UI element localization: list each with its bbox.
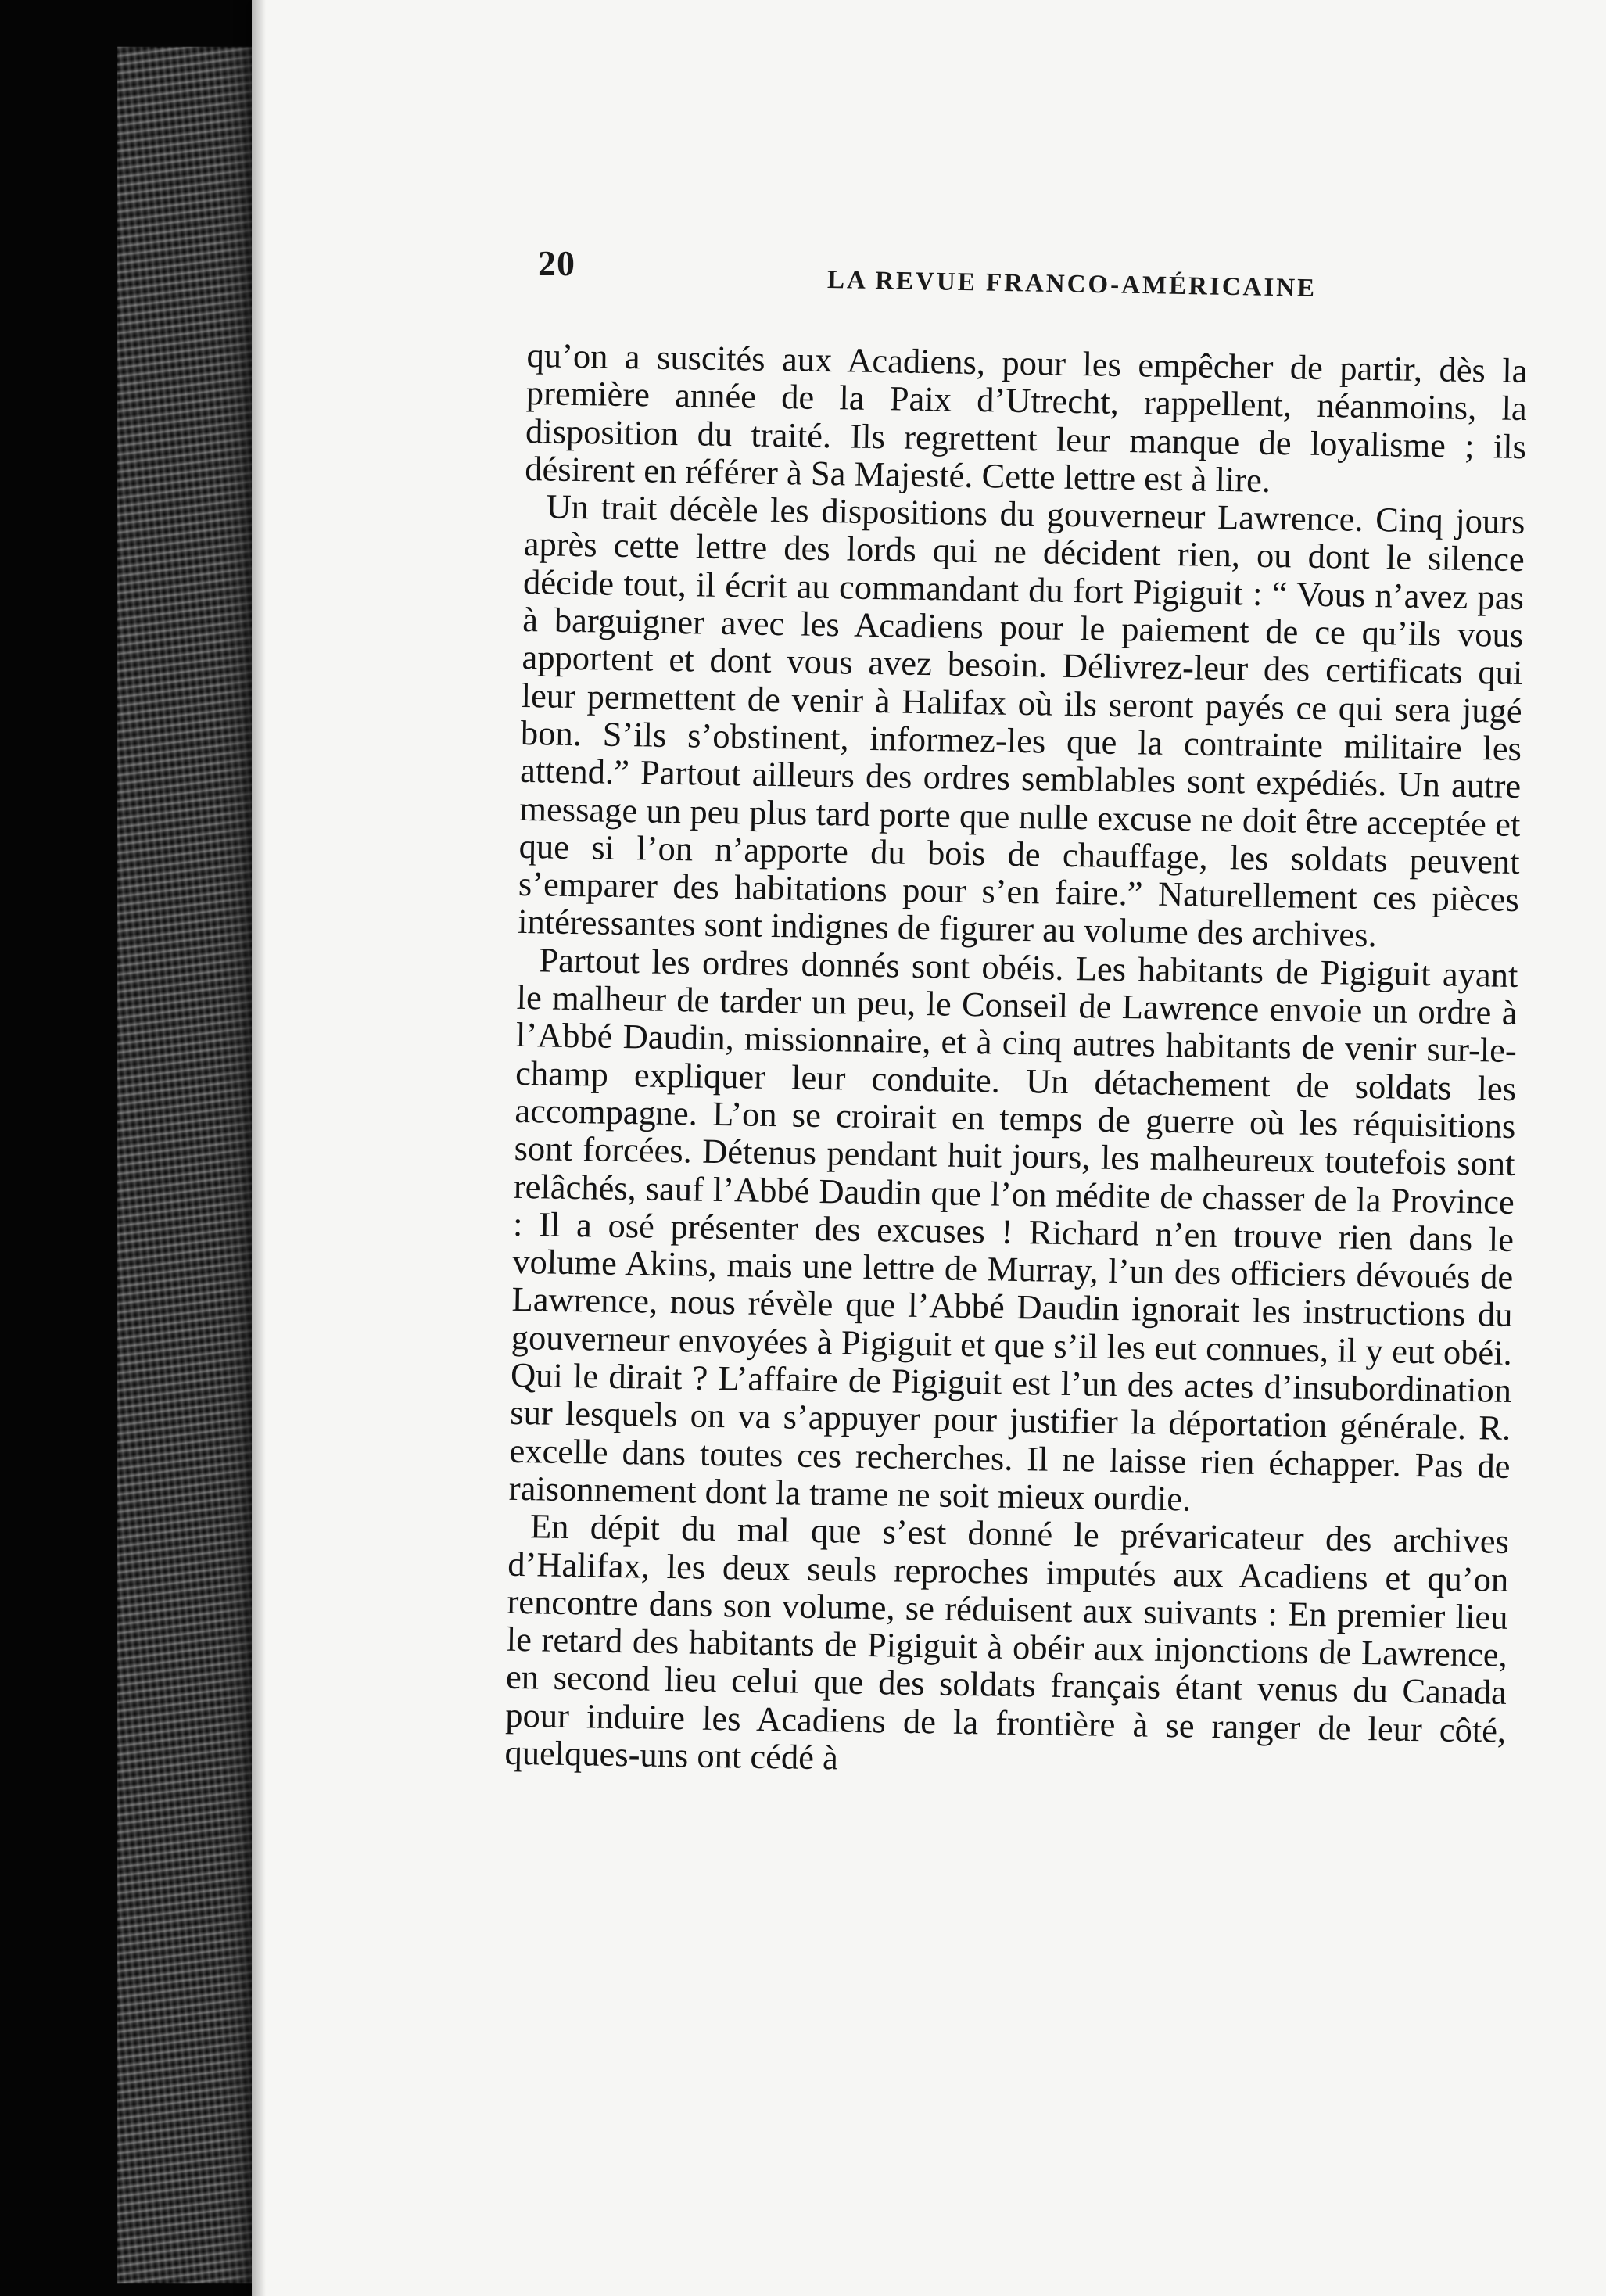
page-number: 20 bbox=[538, 243, 575, 283]
scan-margin-noise bbox=[117, 47, 266, 2283]
page-header bbox=[538, 235, 1320, 305]
paragraph: En dépit du mal que s’est donné le prévaricateur des archives d’Halifax, les deux seuls reproches imputés aux Acadiens et qu’on rencontre dans son volume, se réduisent aux suivants : En premier lieu le retard des habitants de Pigiguit à obéir aux injonctions de Lawrence, en second lieu celui que des soldats français étant venus du Canada pour induire les Acadiens de la frontière à se ranger de leur côté, quelques-uns ont cédé à bbox=[504, 1506, 1510, 1778]
paragraph: qu’on a suscités aux Acadiens, pour les empêcher de partir, dès la première année de la Paix d’Utrecht, rappellent, néanmoins, la disposition du traité. Ils regrettent leur manque de loyalisme ; ils désirent en référer à Sa Majesté. Cette lettre est à lire. bbox=[524, 335, 1528, 500]
running-head: LA REVUE FRANCO-AMÉRICAINE bbox=[826, 266, 1317, 303]
paragraph: Partout les ordres donnés sont obéis. Les habitants de Pigiguit ayant le malheur de tarder un peu, le Conseil de Lawrence envoie un ordre à l’Abbé Daudin, missionnaire, et à cinq autres habitants de venir sur-le-champ expliquer leur conduite. Un détachement de soldats les accompagne. L’on se croirait en temps de guerre où les réquisitions sont forcées. Détenus pendant huit jours, les malheureux toutefois sont relâchés, sauf l’Abbé Daudin que l’on médite de chasser de la Province : Il a osé présenter des excuses ! Richard n’en trouve rien dans le volume Akins, mais une lettre de Murray, l’un des officiers dévoués de Lawrence, nous révèle que l’Abbé Daudin ignorait les instructions du gouverneur envoyées à Pigiguit et que s’il les eut connues, il y eut obéi. Qui le dirait ? L’affaire de Pigiguit est l’un des actes d’insubordination sur lesquels on va s’appuyer pour justifier la déportation générale. R. excelle dans toutes ces recherches. Il ne laisse rien échapper. Pas de raisonnement dont la trame ne soit mieux ourdie. bbox=[508, 940, 1518, 1519]
paragraph: Un trait décèle les dispositions du gouverneur Lawrence. Cinq jours après cette lettre des lords qui ne décident rien, ou dont le silence décide tout, il écrit au commandant du fort Pigiguit : “ Vous n’avez pas à barguigner avec les Acadiens pour le paiement de ce qu’ils vous apportent et dont vous avez besoin. Délivrez-leur des certificats qui leur permettent de venir à Halifax où ils seront payés ce qui sera jugé bon. S’ils s’obstinent, informez-les que la contrainte militaire les attend.” Partout ailleurs des ordres semblables sont expédiés. Un autre message un peu plus tard porte que nulle excuse ne doit être acceptée et que si l’on n’apporte du bois de chauffage, les soldats peuvent s’emparer des habitations pour s’en faire.” Naturellement ces pièces intéressantes sont indignes de figurer au volume des archives. bbox=[517, 486, 1525, 955]
body-text bbox=[504, 336, 1528, 1787]
